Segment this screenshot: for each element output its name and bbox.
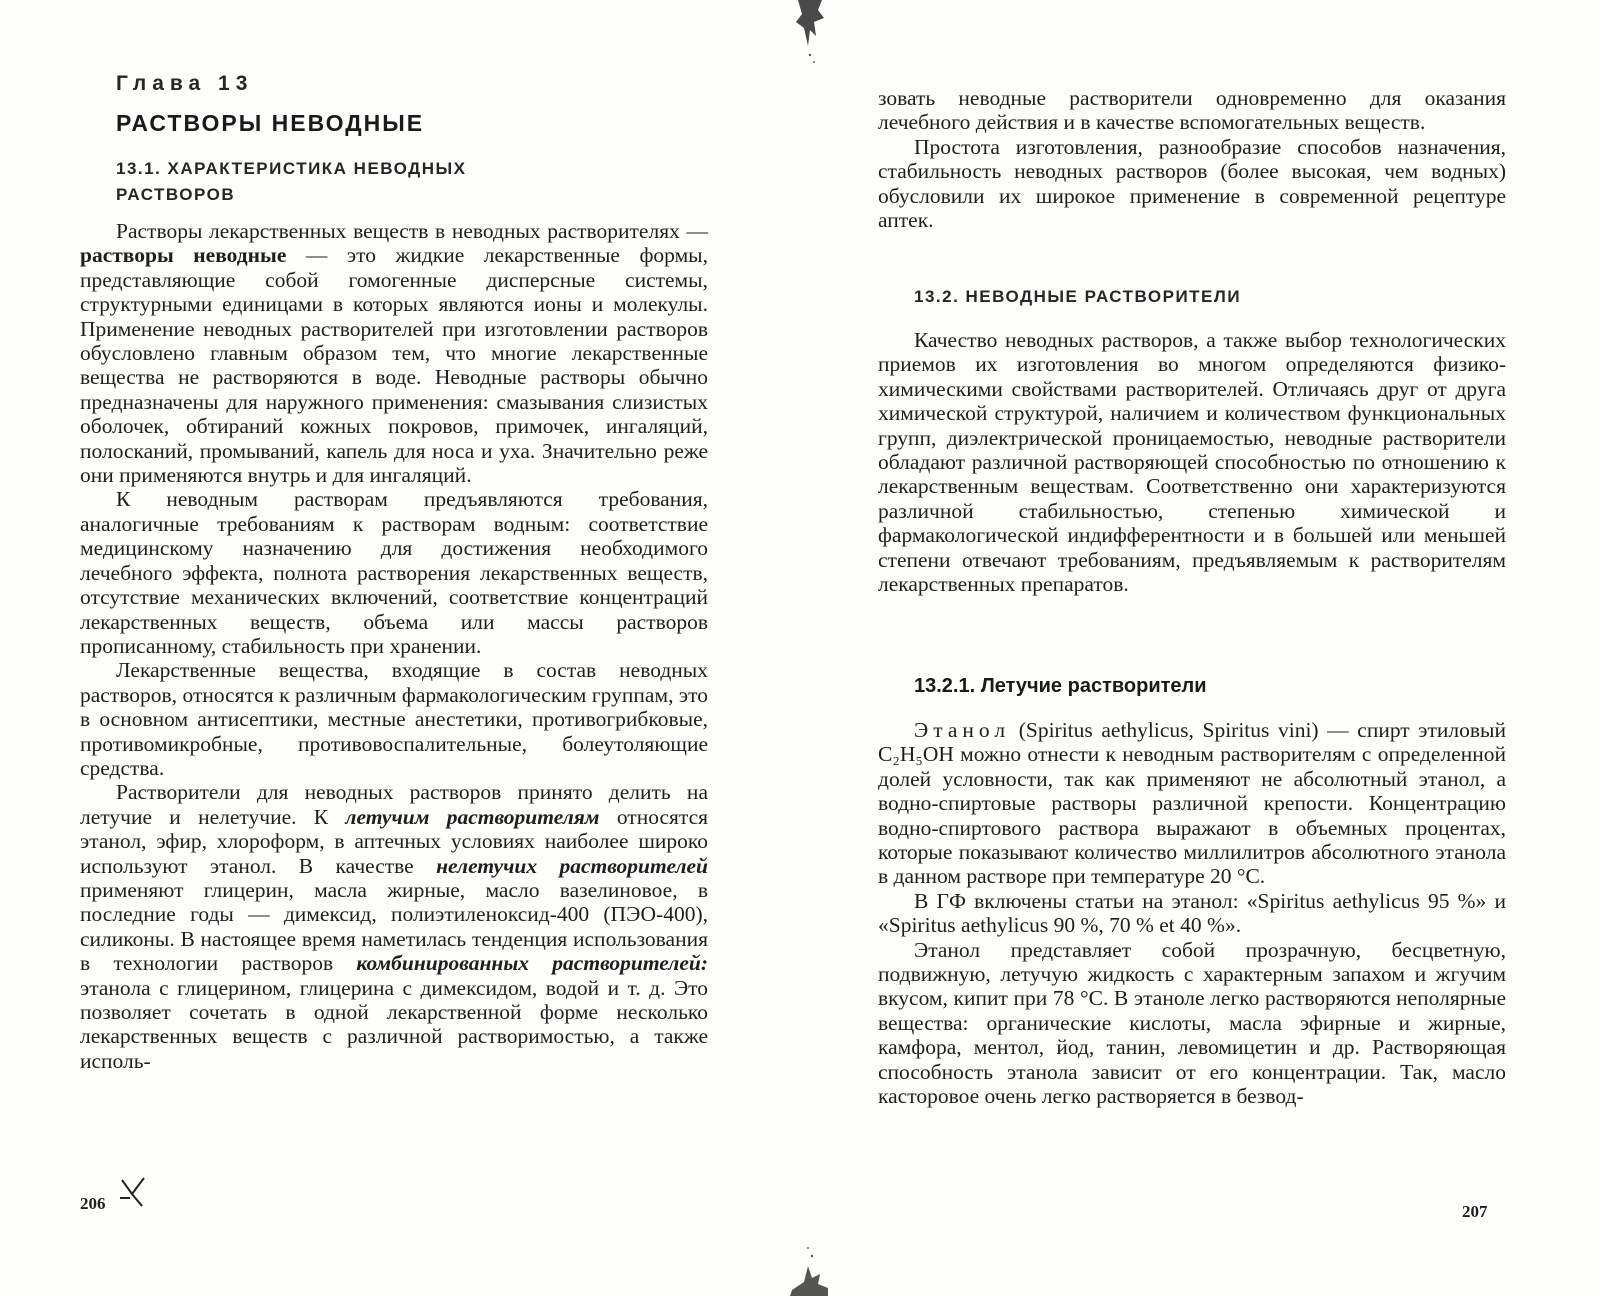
italic-term: комбинированных растворителей: (356, 951, 708, 976)
text-run: — это жидкие лекарственные формы, представляющие собой гомогенные дисперсные системы, структурными единицами в которых являются ионы и молекулы. Применение неводных растворителей при изготовлении растворов обусловлено главным образом тем, что многие лекарственные вещества не растворяются в воде. Неводные растворы обычно предназначены для наружного применения: смазывания слизистых оболочек, обтираний кожных покровов, примочек, ингаляций, полосканий, промываний, капель для носа и уха. Значительно реже они применяются внутрь и для ингаляций. (80, 243, 708, 488)
subsection-heading-13-2-1: 13.2.1. Летучие растворители (914, 675, 1207, 697)
bold-term: растворы неводные (80, 243, 287, 268)
italic-term: летучим растворителям (345, 804, 600, 829)
text-run: этанола с глицерином, глицерина с димексидом, водой и т. д. Это позволяет сочетать в одной лекарственной форме несколько лекарственных веществ с различной растворимостью, а также исполь- (80, 975, 708, 1073)
paragraph: Качество неводных растворов, а также выбор технологических приемов их изготовления во многом определяются физико-химическими свойствами растворителей. Отличаясь друг от друга химической структурой, наличием и количеством функциональных групп, диэлектрической проницаемостью, неводные растворители обладают различной растворяющей способностью по отношению к лекарственным веществам. Соответственно они характеризуются различной стабильностью, степенью химической и фармакологической индифферентности и в большей или меньшей степени отвечают требованиям, предъявляемым к растворителям лекарственных препаратов. (878, 328, 1506, 597)
pen-mark (116, 1176, 150, 1210)
page-number-left: 206 (80, 1194, 106, 1213)
text-run: (Spiritus aethylicus, Spiritus vini) — спирт этиловый C₂H₅OH можно отнести к неводным растворителям с определенной долей условности, так как применяют не абсолютный этанол, а водно-спиртовые растворы различной крепости. Концентрацию водно-спиртового раствора выражают в объемных процентах, которые показывают количество миллилитров абсолютного этанола в данном растворе при температуре 20 °С. (878, 718, 1506, 889)
text-run: Растворы лекарственных веществ в неводных растворителях — (116, 219, 708, 243)
right-body-text-bottom (878, 718, 1506, 1109)
italic-term: нелетучих растворителей (436, 853, 708, 878)
paragraph: зовать неводные растворители одновременно для оказания лечебного действия и в качестве вспомогательных веществ. (878, 86, 1506, 135)
text-run: применяют глицерин, масла жирные, масло вазелиновое, в последние годы — димексид, полиэтиленоксид-400 (ПЭО-400), силиконы. В настоящее время наметилась тенденция использования в технологии растворов (80, 877, 708, 976)
section-heading-13-2: 13.2. НЕВОДНЫЕ РАСТВОРИТЕЛИ (914, 287, 1242, 306)
spaced-term: Этанол (914, 718, 1011, 742)
binding-smudge-bottom (790, 1226, 830, 1296)
paragraph: Лекарственные вещества, входящие в состав неводных растворов, относятся к различным фармакологическим группам, это в основном антисептики, местные анестетики, противогрибковые, противомикробные, противовоспалительные, болеутоляющие средства. (80, 658, 708, 780)
section-heading-13-1 (116, 156, 467, 208)
paragraph (878, 718, 1506, 889)
text-run: Растворители для неводных растворов принято делить на летучие и нелетучие. К (80, 780, 708, 829)
page-number-right: 207 (1462, 1202, 1488, 1221)
paragraph: Этанол представляет собой прозрачную, бесцветную, подвижную, летучую жидкость с характерным запахом и жгучим вкусом, кипит при 78 °С. В этаноле легко растворяются неполярные вещества: органические кислоты, масла эфирные и жирные, камфора, ментол, йод, танин, левомицетин и др. Растворяющая способность этанола зависит от его концентрации. Так, масло касторовое очень легко растворяется в безвод- (878, 937, 1506, 1109)
left-body-text (80, 219, 708, 1073)
right-body-text-mid (878, 328, 1506, 596)
binding-smudge-top (790, 0, 830, 70)
right-body-text-top (878, 86, 1506, 232)
paragraph (80, 219, 708, 487)
text-run: относятся этанол, эфир, хлороформ, в аптечных условиях наиболее широко используют этанол. В качестве (80, 804, 709, 878)
section-heading-line-1: 13.1. ХАРАКТЕРИСТИКА НЕВОДНЫХ (116, 159, 467, 178)
chapter-label: Глава 13 (116, 72, 254, 95)
paragraph (80, 780, 708, 1073)
paragraph: В ГФ включены статьи на этанол: «Spiritus aethylicus 95 %» и «Spiritus aethylicus 90 %, 70 % et 40 %». (878, 888, 1506, 938)
paragraph: К неводным растворам предъявляются требования, аналогичные требованиям к растворам водным: соответствие медицинскому назначению для достижения необходимого лечебного эффекта, полнота растворения лекарственных веществ, отсутствие механических включений, соответствие концентраций лекарственных веществ, объема или массы растворов прописанному, стабильность при хранении. (80, 487, 708, 658)
chapter-title: РАСТВОРЫ НЕВОДНЫЕ (116, 110, 425, 136)
section-heading-line-2: РАСТВОРОВ (116, 185, 236, 204)
paragraph: Простота изготовления, разнообразие способов назначения, стабильность неводных растворов (более высокая, чем водных) обусловили их широкое применение в современной рецептуре аптек. (878, 134, 1506, 233)
